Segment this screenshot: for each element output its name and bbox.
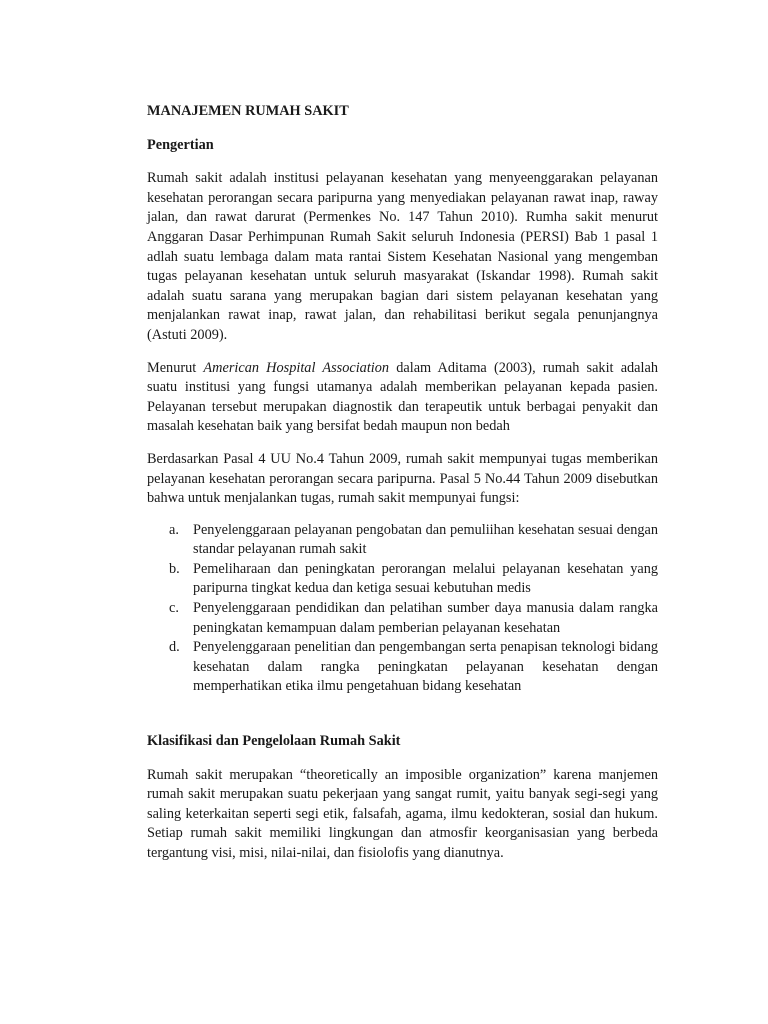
list-item <box>147 599 658 638</box>
document-page <box>147 102 658 877</box>
document-title: MANAJEMEN RUMAH SAKIT <box>147 103 349 119</box>
paragraph-aha <box>147 359 658 437</box>
paragraph-legal-basis: Berdasarkan Pasal 4 UU No.4 Tahun 2009, rumah sakit mempunyai tugas memberikan pelayanan kesehatan perorangan secara paripurna. Pasal 5 No.44 Tahun 2009 disebutkan bahwa untuk menjalankan tugas, rumah sakit mempunyai fungsi: <box>147 450 658 507</box>
paragraph-aha-lead: Menurut <box>147 359 204 376</box>
function-list <box>147 521 658 697</box>
section-heading-pengertian: Pengertian <box>147 136 214 153</box>
list-item-text: Penyelenggaraan pendidikan dan pelatihan sumber daya manusia dalam rangka peningkatan kemampuan dalam pemberian pelayanan kesehatan <box>193 600 658 636</box>
section-heading-klasifikasi: Klasifikasi dan Pengelolaan Rumah Sakit <box>147 733 401 750</box>
list-marker: b. <box>169 560 180 577</box>
list-item <box>147 521 658 560</box>
list-item-text: Penyelenggaraan penelitian dan pengembangan serta penapisan teknologi bidang kesehatan dalam rangka peningkatan pelayanan kesehatan dengan memperhatikan etika ilmu pengetahuan bidang kesehatan <box>193 639 658 695</box>
list-item <box>147 560 658 599</box>
list-marker: c. <box>169 600 179 617</box>
list-item <box>147 638 658 697</box>
paragraph-aha-body: dalam Aditama (2003), rumah sakit adalah suatu institusi yang fungsi utamanya adalah memberikan pelayanan kepada pasien. Pelayanan tersebut merupakan diagnostik dan terapeutik untuk berbagai penyakit dan masalah kesehatan baik yang bersifat bedah maupun non bedah <box>147 359 658 435</box>
list-marker: a. <box>169 521 179 538</box>
list-item-text: Penyelenggaraan pelayanan pengobatan dan pemuliihan kesehatan sesuai dengan standar pelayanan rumah sakit <box>193 521 658 558</box>
list-marker: d. <box>169 639 180 656</box>
list-item-text: Pemeliharaan dan peningkatan perorangan melalui pelayanan kesehatan yang paripurna tingkat kedua dan ketiga sesuai kebutuhan medis <box>193 560 658 597</box>
paragraph-aha-source: American Hospital Association <box>203 359 390 376</box>
paragraph-definition: Rumah sakit adalah institusi pelayanan kesehatan yang menyeenggarakan pelayanan kesehatan perorangan secara paripurna yang menyediakan pelayanan rawat inap, raway jalan, dan rawat darurat (Permenkes No. 147 Tahun 2010). Rumha sakit menurut Anggaran Dasar Perhimpunan Rumah Sakit seluruh Indonesia (PERSI) Bab 1 pasal 1 adlah suatu lembaga dalam mata rantai Sistem Kesehatan Nasional yang mengemban tugas pelayanan kesehatan untuk seluruh masyarakat (Iskandar 1998). Rumah sakit adalah suatu sarana yang merupakan bagian dari sistem pelayanan kesehatan yang menjalankan rawat inap, rawat jalan, dan rehabilitasi berikut segala penunjangnya (Astuti 2009). <box>147 170 658 343</box>
paragraph-classification: Rumah sakit merupakan “theoretically an imposible organization” karena manjemen rumah sakit merupakan suatu pekerjaan yang sangat rumit, yaitu banyak segi-segi yang saling keterkaitan seperti segi etik, falsafah, agama, ilmu kedokteran, sosial dan hukum. Setiap rumah sakit memiliki lingkungan dan atmosfir keorganisasian yang berbeda tergantung visi, misi, nilai-nilai, dan fisiolofis yang dianutnya. <box>147 766 658 861</box>
